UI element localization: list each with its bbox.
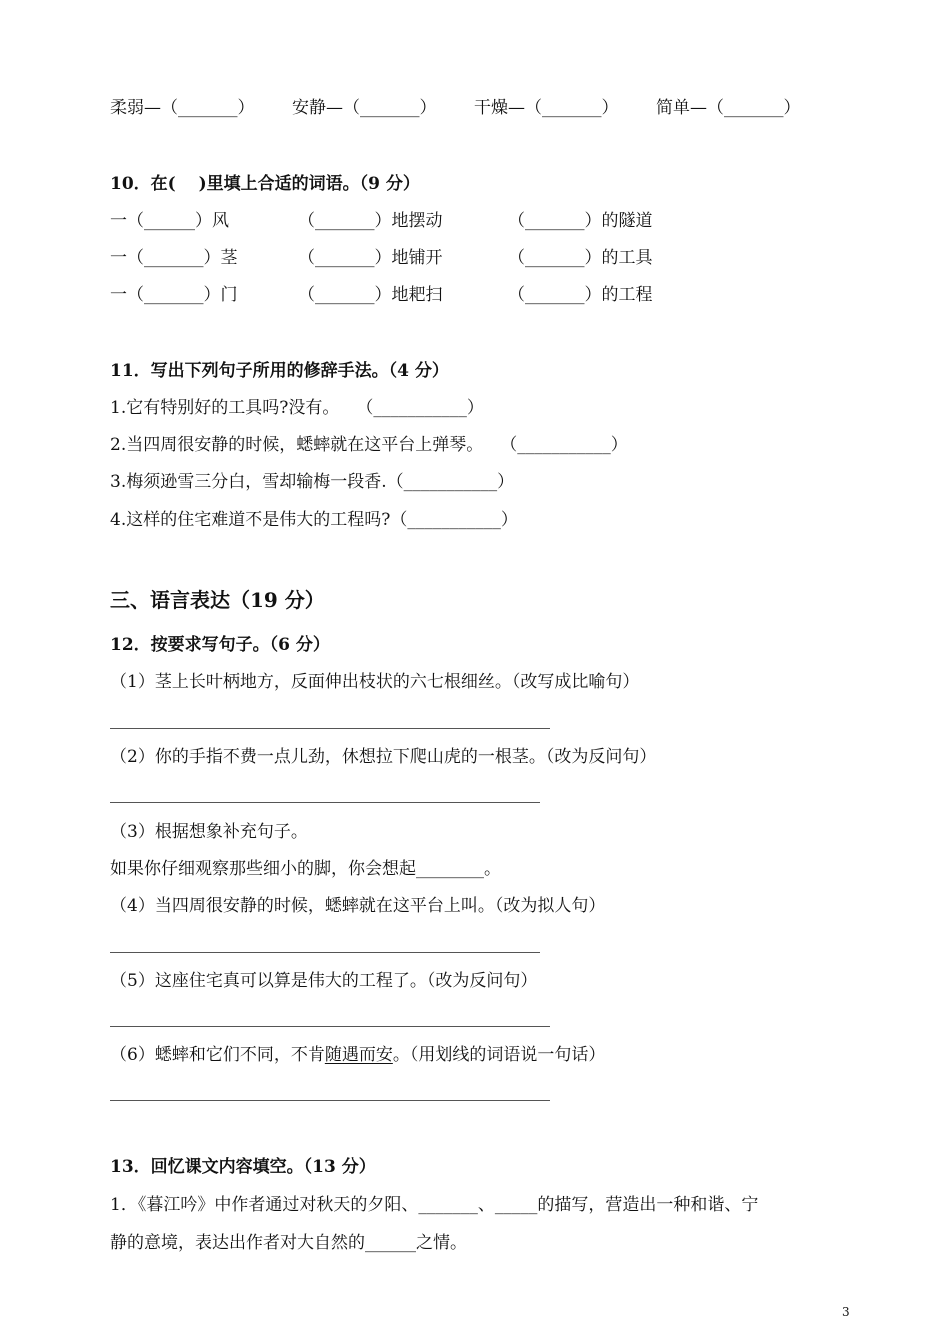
q9-pair: 简单—（_______） xyxy=(656,98,801,118)
q12-heading: 12．按要求写句子。（6 分） xyxy=(110,635,330,655)
q12-sentence-5: （5）这座住宅真可以算是伟大的工程了。（改为反问句） xyxy=(110,971,538,991)
q13-heading: 13．回忆课文内容填空。（13 分） xyxy=(110,1157,376,1177)
q10-cell: 一（_______）门 xyxy=(110,285,238,305)
answer-line[interactable] xyxy=(110,1100,550,1101)
answer-line[interactable] xyxy=(110,952,540,953)
answer-line[interactable] xyxy=(110,802,540,803)
answer-line[interactable] xyxy=(110,728,550,729)
q13-line-2: 静的意境，表达出作者对大自然的______之情。 xyxy=(110,1233,467,1253)
q9-pair: 安静—（_______） xyxy=(292,98,437,118)
q10-cell: （_______）的工具 xyxy=(508,248,653,268)
q12-s6-suffix: 。（用划线的词语说一句话） xyxy=(392,1045,606,1065)
q13-line-1: 1．《暮江吟》中作者通过对秋天的夕阳、_______、_____的描写，营造出一种和谐、宁 xyxy=(110,1195,759,1215)
q10-cell: （_______）地摆动 xyxy=(298,211,443,231)
answer-line[interactable] xyxy=(110,1026,550,1027)
q11-item: 3.梅须逊雪三分白，雪却输梅一段香.（___________） xyxy=(110,472,515,492)
q12-sentence-3-prompt: 如果你仔细观察那些细小的脚，你会想起________。 xyxy=(110,859,501,879)
q10-heading: 10．在( )里填上合适的词语。（9 分） xyxy=(110,174,420,194)
q10-cell: （_______）地耙扫 xyxy=(298,285,443,305)
q11-heading: 11．写出下列句子所用的修辞手法。（4 分） xyxy=(110,361,449,381)
page-number: 3 xyxy=(842,1305,850,1319)
q12-sentence-6 xyxy=(110,1043,605,1067)
q10-cell: （_______）的工程 xyxy=(508,285,653,305)
q12-sentence-2: （2）你的手指不费一点儿劲，休想拉下爬山虎的一根茎。（改为反问句） xyxy=(110,747,657,767)
q11-item: 4.这样的住宅难道不是伟大的工程吗?（___________） xyxy=(110,510,518,530)
q11-item: 1.它有特别好的工具吗?没有。 （___________） xyxy=(110,398,484,418)
section-heading: 三、语言表达（19 分） xyxy=(110,588,325,612)
q12-sentence-1: （1）茎上长叶柄地方，反面伸出枝状的六七根细丝。（改写成比喻句） xyxy=(110,672,640,692)
q9-pair: 柔弱—（_______） xyxy=(110,98,255,118)
q10-cell: （_______）的隧道 xyxy=(508,211,653,231)
underlined-word: 随遇而安 xyxy=(324,1045,393,1065)
q12-sentence-3: （3）根据想象补充句子。 xyxy=(110,822,308,842)
q10-cell: （_______）地铺开 xyxy=(298,248,443,268)
q12-s6-prefix: （6）蟋蟀和它们不同，不肯 xyxy=(110,1045,325,1065)
q10-cell: 一（______）风 xyxy=(110,211,229,231)
q12-sentence-4: （4）当四周很安静的时候，蟋蟀就在这平台上叫。（改为拟人句） xyxy=(110,896,606,916)
q11-item: 2.当四周很安静的时候，蟋蟀就在这平台上弹琴。 （___________） xyxy=(110,435,628,455)
q10-cell: 一（_______）茎 xyxy=(110,248,238,268)
q9-pair: 干燥—（_______） xyxy=(474,98,619,118)
